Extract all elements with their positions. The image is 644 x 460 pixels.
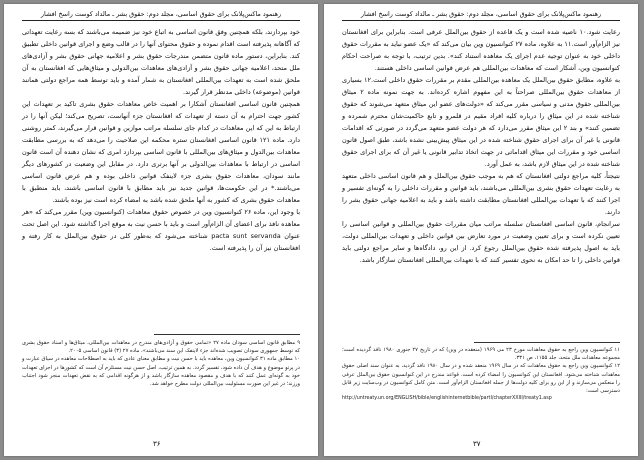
paragraph: همچنین قانون اساسی افغانستان آشکارا بر اهمیت خاص معاهدات حقوق بشری تاکید بر تعهدات این کشور جهت احترام به آن دسته از تعهدات که افغانستان جزء آنهاست، تصریح می‌کند؛ لیکن آنها را در ارتباط به این که این معاهدات در کدام جای سلسله مراتب موازین و قوانین قرار می‌گیرند، کمتر روشنی دارد. ماده ۱۲۱ قانون اساسی افغانستان ستره محکمه این صلاحیت را می‌دهد که به بررسی مطابقت معاهدات بین‌الدول و میثاق‌های بین‌المللی با قانون اساسی بپردازد امری که نشان دهنده آن است قانون اساسی در ارتباط با معاهدات بین‌الدولی بر آنها برتری دارد. در مقابل این وضعیت در کشورهای دیگر مانند سودان، معاهدات حقوق بشری جزء لاینفک قوانین داخلی بوده و هم عرض قانون اساسی می‌باشند.* در این حکومت‌ها، قوانین جدید نیز باید مطابق با قانون اساسی باشند، باید منطبق با معاهدات حقوق بشری که کشور به آنها ملحق شده باشد به امضاء کرده است نیز بوده باشند. [22, 100, 300, 204]
paragraph: نتیجتاً، کلیه مراجع دولتی افغانستان که هم به موجب حقوق بین‌الملل و هم قانون اساسی داخلی متعهد به رعایت تعهدات حقوق بشری بین‌المللی می‌باشند، باید قوانین و مقررات داخلی را به گونه‌ای تفسیر و اجرا کنند که با تعهدات بین‌المللی افغانستان مطابقت داشته باشد و باید به اعلامیه جهانی حقوق بشر را دارند. [342, 172, 620, 216]
footnotes [342, 346, 620, 403]
paragraph: با وجود این، ماده ۲۶ کنوانسیون وین در خصوص حقوق معاهدات (کنوانسیون وین) مقرر می‌کند که «هر معاهده نافذ برای اعضای آن الزام‌آور است و باید با حسن نیت به موقع اجرا گذاشته شود. این اصل تحت عنوان pacta sunt servanda شناخته می‌شود که به‌طور کلی در حقوق بین‌الملل به کار رفته و افغانستان نیز آن را پذیرفته است. [22, 208, 301, 252]
running-header: رهنمود ماکس‌پلانک برای حقوق اساسی، مجلد دوم: حقوق بشر ـ مالداد کوست راسخ افشار [360, 10, 602, 18]
paragraph: به علاوه، مطابق حقوق بین‌الملل یک معاهده بین‌المللی مقدم بر مقررات حقوق داخلی است.۱۲ بسیاری از معاهدات حقوق بین‌المللی صراحتاً به این مفهوم اشاره کرده‌اند. به جهت نمونه ماده ۲ میثاق بین‌المللی حقوق مدنی و سیاسی مقرر می‌کند که «دولت‌های عضو این میثاق متعهد می‌شوند که حقوق شناخته شده در این میثاق را درباره کلیه افراد مقیم در قلمرو و تابع حاکمیت‌شان محترم شمرده و تضمین کنند» و بند ۲ این میثاق مقرر می‌دارد که هر دولت عضو متعهد می‌گردد در صورتی که اقدامات قانونی یا غیر آن برای اجرای حقوق شناخته شده در این میثاق پیش‌بینی نشده باشد، طبق اصول قانون اساسی خود و مقررات این میثاق اقداماتی در جهت اتخاذ تدابیر قانونی یا غیر آن که برای اجرای حقوق شناخته شده در این میثاق لازم باشد، به عمل آورد. [342, 76, 620, 168]
running-header: رهنمود ماکس‌پلانک برای حقوق اساسی، مجلد دوم: حقوق بشر ـ مالداد کوست راسخ افشار [40, 10, 282, 18]
footnote: ۹ مطابق قانون اساسی سودان ماده ۲۷ «تمامی حقوق و آزادی‌های مندرج در معاهدات بین‌المللی، میثاق‌ها و اسناد حقوق بشری که توسط جمهوری سودان تصویب شده‌اند جزء لاینفک این سند می‌باشند»، ماده ۲۷ (۳) قانون اساسی ۲۰۰۵. [22, 340, 300, 355]
body-text [342, 26, 620, 266]
paragraph: رعایت شود.۱۰ ناصیه شده است و یک قاعده از حقوق بین‌الملل عرفی است. بنابراین برای افغانستان نیز الزام‌آور است.۱۱ به علاوه، ماده ۲۷ کنوانسیون وین بیان می‌کند که «یک عضو نباید به مقررات حقوق داخلی خود به عنوان توجیه عدم اجرای یک معاهده استناد کند». بدین ترتیب، با توجه به صراحت احکام کنوانسیون وین، آشکار است که معاهدات بین‌المللی هم عرض قوانین اساسی داخلی هستند. [342, 28, 620, 72]
header-rule [342, 20, 620, 21]
footnote-url-link[interactable]: http://untreaty.un.org/ENGLISH/bible/englishinternetbible/partI/chapterXXIII/treaty1.asp [342, 396, 552, 402]
page-number: ۳۶ [153, 440, 161, 448]
body-text [22, 26, 300, 254]
footnote-rule [154, 334, 300, 335]
footnote: ۱۲ کنوانسیون وین راجع به حقوق معاهدات که در سال ۱۹۶۹ منعقد شده و در سال ۱۹۸۰ نافذ گردید، به عنوان سند اصلی حقوق معاهدات شناخته می‌شود. افغانستان این کنوانسیون را امضاء کرده است. قواعد مندرج در این کنوانسیون حقوق بین‌الملل عرفی را منعکس می‌سازند و از این رو برای کلیه دولت‌ها از جمله افغانستان الزام‌آور است. متن کامل کنوانسیون در وب‌سایت زیر قابل دسترسی است: [342, 363, 620, 395]
footnotes [22, 339, 300, 388]
header-rule [22, 20, 300, 21]
footnote: ۱۰ مطابق ماده ۳۱ کنوانسیون وین، معاهده باید با حسن نیت و مطابق معنای عادی که باید به اصطلاحات معاهده در سیاق عبارت و در پرتو موضوع و هدف آن داده شود، تفسیر گردد. به همین ترتیب، اصل حسن نیت مستلزم آن است که کشورها در اجرای تعهدات خود به گونه‌ای عمل کنند که با هدف و مقصود معاهده سازگار باشد و از هرگونه اقدامی که به نقض تعهدات منجر شود اجتناب ورزند؛ در غیر این صورت مسئولیت بین‌المللی دولت مطرح خواهد شد. [22, 356, 301, 388]
paragraph: خود بپردازند، بلکه همچنین وفق قانون اساسی به اتباع خود نیز ضمیمه می‌باشند که بسه رعایت تعهداتی که آگاهانه پذیرفته است اقدام نموده و حقوق محتوای آنها را در قالب وضع و اجرای قوانین داخلی تطبیق کند. بنابراین، دستور ماده قانون متضمن مندرجات حقوق بشر و اعلامیه جهانی حقوق بشر و آزادی‌های ملل متحد، اعلامیه جهانی حقوق بشر و آزادی‌های معاهدات بین‌الدولی و میثاق‌هایی که افغانستان به آن ملحق شده است به تعهدات بین‌المللی افغانستان به شمار آمده و باید توسط همه مراجع دولتی همانند قوانین (موضوعه) داخلی مدنظر قرار گیرند. [22, 28, 300, 96]
left-page [4, 4, 318, 456]
footnote: ۱۱ کنوانسیون وین راجع به حقوق معاهدات مورخ ۲۳ می ۱۹۶۹ (منعقده در وین) که در تاریخ ۲۷ جنوری ۱۹۸۰ نافذ گردیده است؛ مجموعه معاهدات ملل متحد، جلد ۱۱۵۵، ص ۳۳۱. [342, 347, 620, 362]
paragraph: سرانجام، قانون اساسی افغانستان سلسله مراتب میان مقررات حقوق بین‌المللی و قوانین اساسی را تعیین نکرده است و برای تعیین وضعیت در مورد تعارض بین قوانین داخلی و تعهدات بین‌المللی دولت، باید به اصول پذیرفته شده حقوق بین‌الملل رجوع کرد. از این رو، دادگاه‌ها و سایر مراجع دولتی باید قوانین داخلی را تا حد امکان به نحوی تفسیر کنند که با تعهدات بین‌المللی افغانستان سازگار باشد. [342, 220, 620, 264]
page-number: ۳۷ [473, 440, 481, 448]
right-page [324, 4, 638, 456]
footnote-rule [474, 342, 620, 343]
